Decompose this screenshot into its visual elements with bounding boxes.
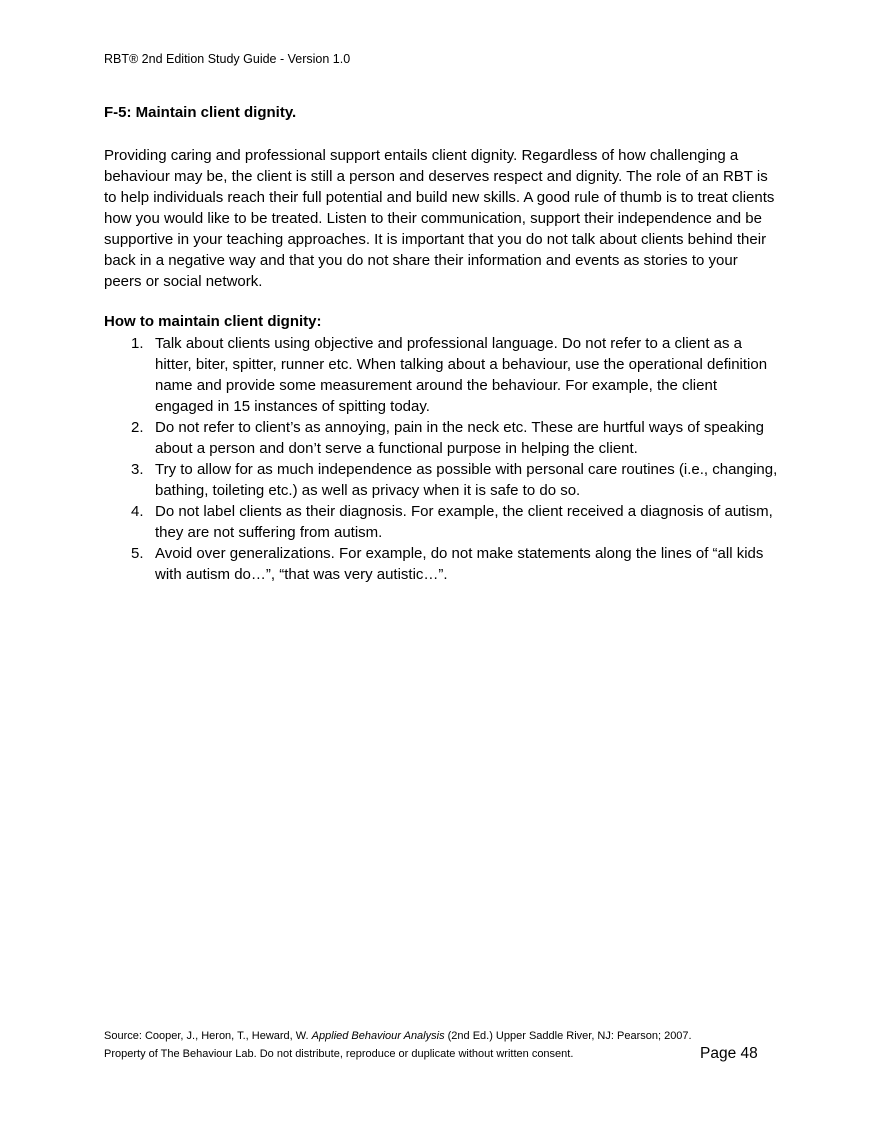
item-text: Talk about clients using objective and professional language. Do not refer to a client as a hitter, biter, spitter, runner etc. When talking about a behaviour, use the operational definition name and provide some measurement around the behaviour. For example, the client engaged in 15 instances of spitting today. <box>155 335 768 415</box>
running-header: RBT® 2nd Edition Study Guide - Version 1.0 <box>104 52 351 66</box>
item-number: 2. <box>131 419 144 436</box>
item-text: Try to allow for as much independence as possible with personal care routines (i.e., changing, bathing, toileting etc.) as well as privacy when it is safe to do so. <box>155 461 778 499</box>
item-text: Do not refer to client’s as annoying, pain in the neck etc. These are hurtful ways of speaking about a person and don’t serve a functional purpose in helping the client. <box>155 419 764 457</box>
intro-paragraph: Providing caring and professional support entails client dignity. Regardless of how challenging a behaviour may be, the client is still a person and deserves respect and dignity. The role of an RBT is to help individuals reach their full potential and build new skills. A good rule of thumb is to treat clients how you would like to be treated. Listen to their communication, support their independence and be supportive in your teaching approaches. It is important that you do not talk about clients behind their back in a negative way and that you do not share their information and events as stories to your peers or social network. <box>104 147 775 290</box>
citation-authors: Source: Cooper, J., Heron, T., Heward, W. <box>104 1030 312 1042</box>
citation-publisher: (2nd Ed.) Upper Saddle River, NJ: Pearson; 2007. <box>444 1030 692 1042</box>
citation-title: Applied Behaviour Analysis <box>311 1030 445 1042</box>
item-text: Avoid over generalizations. For example, do not make statements along the lines of “all kids with autism do…”, “that was very autistic…”. <box>155 545 764 583</box>
list-item <box>104 417 779 459</box>
item-number: 1. <box>131 335 144 352</box>
list-item <box>104 459 779 501</box>
dignity-list <box>104 333 779 585</box>
list-item <box>104 543 779 585</box>
source-citation <box>104 1030 692 1042</box>
list-item <box>104 501 779 543</box>
page-number: Page 48 <box>700 1045 758 1062</box>
section-title: F-5: Maintain client dignity. <box>104 104 297 121</box>
list-item <box>104 333 779 417</box>
item-number: 4. <box>131 503 144 520</box>
item-number: 3. <box>131 461 144 478</box>
copyright-notice: Property of The Behaviour Lab. Do not distribute, reproduce or duplicate without written consent. <box>104 1048 574 1060</box>
subheading: How to maintain client dignity: <box>104 313 322 330</box>
item-text: Do not label clients as their diagnosis. For example, the client received a diagnosis of autism, they are not suffering from autism. <box>155 503 773 541</box>
item-number: 5. <box>131 545 144 562</box>
